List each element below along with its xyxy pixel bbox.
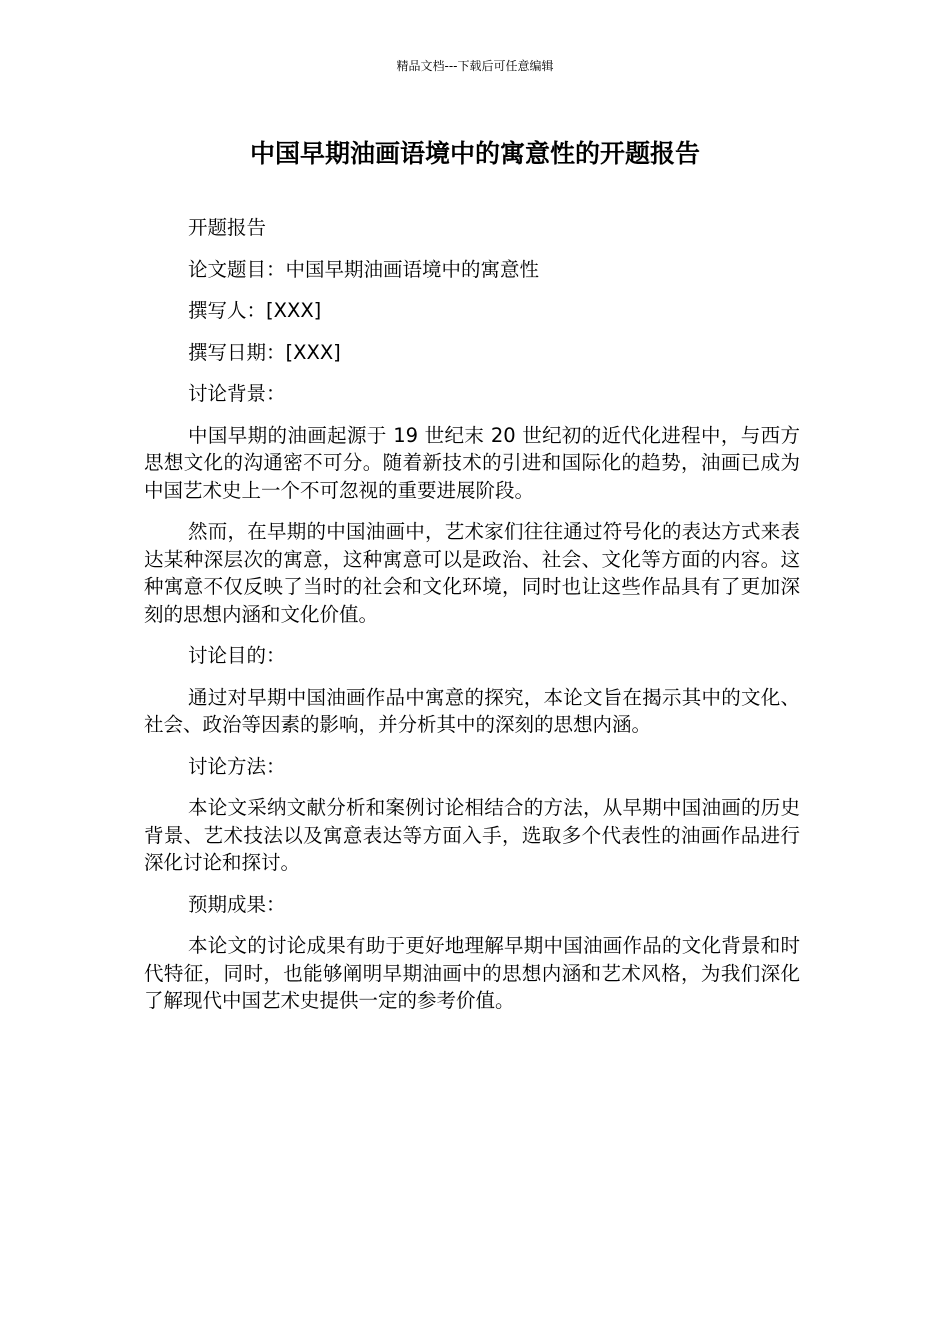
document-title: 中国早期油画语境中的寓意性的开题报告	[249, 139, 700, 168]
background-paragraph: 然而，在早期的中国油画中，艺术家们往往通过符号化的表达方式来表达某种深层次的寓意，这种寓意可以是政治、社会、文化等方面的内容。这种寓意不仅反映了当时的社会和文化环境，同时也让这些作品具有了更加深刻的思想内涵和文化价值。	[144, 520, 800, 626]
purpose-paragraph: 通过对早期中国油画作品中寓意的探究，本论文旨在揭示其中的文化、社会、政治等因素的影响，并分析其中的深刻的思想内涵。	[144, 685, 800, 736]
section-heading-purpose: 讨论目的：	[188, 644, 286, 667]
section-heading-background: 讨论背景：	[188, 382, 286, 405]
author-line: 撰写人：[XXX]	[188, 299, 322, 322]
background-paragraph: 中国早期的油画起源于 19 世纪末 20 世纪初的近代化进程中，与西方思想文化的沟通密不可分。随着新技术的引进和国际化的趋势，油画已成为中国艺术史上一个不可忽视的重要进展阶段。	[144, 423, 800, 502]
document-body	[144, 214, 800, 1029]
thesis-title-line: 论文题目：中国早期油画语境中的寓意性	[188, 257, 540, 281]
method-paragraph: 本论文采纳文献分析和案例讨论相结合的方法，从早期中国油画的历史背景、艺术技法以及寓意表达等方面入手，选取多个代表性的油画作品进行深化讨论和探讨。	[144, 796, 800, 874]
section-heading-method: 讨论方法：	[188, 754, 286, 778]
header-note: 精品文档---下载后可任意编辑	[396, 59, 554, 73]
section-heading-results: 预期成果：	[188, 892, 286, 916]
report-heading: 开题报告	[188, 216, 267, 239]
results-paragraph: 本论文的讨论成果有助于更好地理解早期中国油画作品的文化背景和时代特征，同时，也能够阐明早期油画中的思想内涵和艺术风格，为我们深化了解现代中国艺术史提供一定的参考价值。	[144, 934, 800, 1012]
date-line: 撰写日期：[XXX]	[188, 340, 341, 364]
